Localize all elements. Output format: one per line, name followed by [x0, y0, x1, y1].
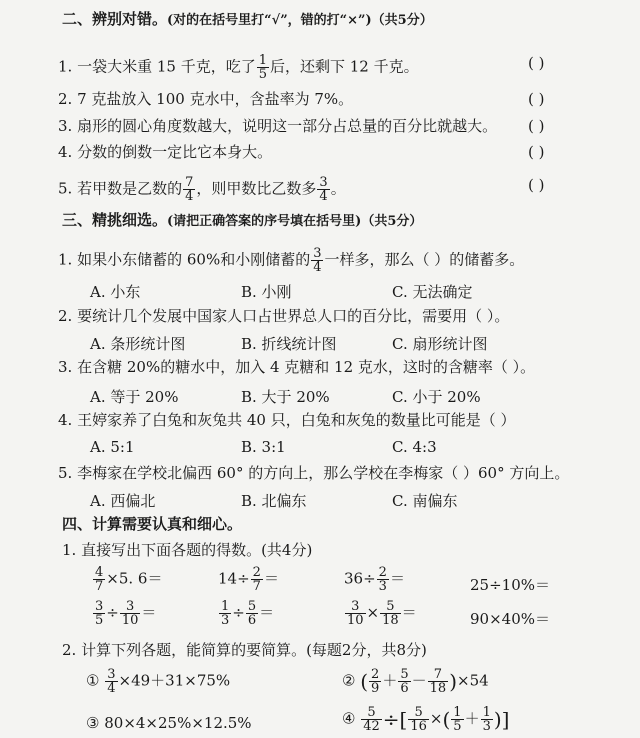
numerator: 5 [386, 599, 395, 614]
circled-number: ③ [86, 714, 100, 732]
denominator: 6 [247, 613, 257, 628]
denominator: 10 [121, 613, 139, 628]
expression: ×49＋31×75% [118, 671, 231, 690]
mental-calc-4: 25÷10%＝ [470, 576, 550, 594]
numerator: 1 [482, 705, 491, 720]
item-text: 扇形的圆心角度数越大，说明这一部分占总量的百分比就越大。 [77, 117, 498, 135]
numerator: 3 [319, 175, 328, 190]
option-c[interactable]: C. 扇形统计图 [392, 335, 488, 353]
denominator: 3 [378, 579, 387, 594]
denominator: 42 [363, 719, 380, 734]
option-a[interactable]: A. 小东 [90, 283, 141, 301]
fraction [361, 706, 382, 733]
item-text: ，则甲数比乙数多 [196, 179, 317, 198]
fraction [105, 668, 117, 695]
item-number: 1. [58, 250, 73, 269]
option-c[interactable]: C. 南偏东 [392, 492, 458, 510]
option-b[interactable]: B. 北偏东 [241, 492, 307, 510]
numerator: 3 [95, 599, 104, 614]
numerator: 1 [453, 705, 462, 720]
option-c[interactable]: C. 小于 20% [392, 388, 481, 406]
section-title-3 [62, 211, 422, 231]
paren-open: ( [442, 707, 451, 732]
option-a[interactable]: A. 条形统计图 [90, 335, 186, 353]
simplify-calc-1 [86, 668, 230, 695]
fraction [380, 600, 401, 627]
paren-close: )] [493, 707, 510, 732]
answer-paren-1[interactable]: ( ) [528, 54, 545, 72]
expression: 80×4×25%×12.5% [104, 714, 252, 732]
answer-paren-4[interactable]: ( ) [528, 143, 545, 161]
calc-question-2: 2. 计算下列各题，能简算的要简算。(每题2分，共8分) [62, 641, 427, 659]
item-text: 。 [330, 179, 346, 198]
option-b[interactable]: B. 3:1 [241, 438, 286, 456]
numerator: 1 [221, 599, 230, 614]
numerator: 4 [95, 565, 104, 580]
option-b[interactable]: B. 小刚 [241, 283, 292, 301]
operator: ＝ [263, 569, 279, 588]
denominator: 7 [252, 579, 261, 594]
operator: － [411, 671, 427, 690]
operand: 14÷ [218, 569, 250, 588]
circled-number: ④ [342, 709, 356, 728]
simplify-calc-2 [342, 668, 489, 695]
choice-item-3 [58, 358, 535, 376]
calc-question-1: 1. 直接写出下面各题的得数。(共4分) [62, 541, 313, 559]
item-text: 一样多，那么（ ）的储蓄多。 [324, 250, 525, 269]
operand: 36÷ [344, 569, 376, 588]
denominator: 3 [482, 719, 491, 734]
item-text: 若甲数是乙数的 [77, 179, 183, 198]
operator: ÷ [106, 603, 119, 622]
denominator: 5 [258, 67, 267, 82]
choice-item-2 [58, 307, 509, 325]
section-3-heading: 三、精挑细选。 [62, 211, 168, 229]
mental-calc-3 [344, 566, 405, 593]
fraction [251, 566, 263, 593]
answer-paren-5[interactable]: ( ) [528, 176, 545, 194]
circled-number: ② [342, 671, 356, 690]
denominator: 4 [185, 189, 194, 204]
item-text: 要统计几个发展中国家人口占世界总人口的百分比，需要用（ ）。 [77, 307, 510, 325]
operator: ＋ [464, 709, 480, 728]
operator: × [366, 603, 380, 622]
numerator: 3 [125, 599, 135, 614]
section-title-2 [62, 10, 433, 30]
choice-item-4 [58, 411, 516, 429]
fraction [451, 706, 463, 733]
mental-calc-5 [92, 600, 156, 627]
item-text: 7 克盐放入 100 克水中，含盐率为 7%。 [77, 90, 354, 108]
section-3-note: (请把正确答案的序号填在括号里)（共5分） [167, 214, 423, 229]
fraction [93, 600, 105, 627]
denominator: 5 [453, 719, 462, 734]
simplify-calc-3 [86, 714, 252, 732]
operator: ＝ [141, 603, 157, 622]
answer-paren-3[interactable]: ( ) [528, 117, 545, 135]
numerator: 1 [258, 53, 267, 68]
item-text: 分数的倒数一定比它本身大。 [77, 143, 273, 161]
fraction [120, 600, 141, 627]
fraction [408, 706, 429, 733]
item-number: 3. [58, 117, 73, 135]
fraction [219, 600, 231, 627]
numerator: 2 [378, 565, 387, 580]
denominator: 10 [347, 613, 364, 628]
fraction [398, 668, 410, 695]
mental-calc-6 [218, 600, 274, 627]
numerator: 5 [367, 705, 376, 720]
fraction [377, 566, 389, 593]
section-2-note: (对的在括号里打“√”，错的打“×”)（共5分） [167, 13, 433, 28]
section-title-4: 四、计算需要认真和细心。 [62, 515, 243, 533]
circled-number: ① [86, 671, 100, 690]
judge-item-2 [58, 90, 353, 108]
option-a[interactable]: A. 5:1 [90, 438, 135, 456]
numerator: 5 [414, 705, 423, 720]
item-text: 一袋大米重 15 千克，吃了 [77, 57, 256, 76]
operator: ÷ [232, 603, 245, 622]
operator: × [429, 709, 443, 728]
operator: ＝ [401, 603, 417, 622]
numerator: 2 [252, 565, 261, 580]
fraction [93, 566, 105, 593]
item-number: 5. [58, 464, 73, 482]
item-number: 4. [58, 143, 73, 161]
choice-item-1 [58, 247, 524, 274]
simplify-calc-4 [342, 706, 509, 733]
denominator: 18 [429, 681, 447, 696]
denominator: 4 [107, 681, 116, 696]
numerator: 3 [313, 246, 322, 261]
option-b[interactable]: B. 大于 20% [241, 388, 330, 406]
option-c[interactable]: C. 无法确定 [392, 283, 473, 301]
fraction [183, 176, 195, 203]
option-a[interactable]: A. 等于 20% [90, 388, 179, 406]
item-text: 后，还剩下 12 千克。 [270, 57, 419, 76]
numerator: 7 [433, 667, 443, 682]
judge-item-4 [58, 143, 272, 161]
judge-item-5 [58, 176, 346, 203]
denominator: 7 [95, 579, 104, 594]
numerator: 5 [400, 667, 409, 682]
mental-calc-1 [92, 566, 162, 593]
denominator: 4 [313, 260, 322, 275]
numerator: 3 [351, 599, 360, 614]
operator: ＝ [259, 603, 275, 622]
item-number: 3. [58, 358, 73, 376]
item-text: 王婷家养了白兔和灰兔共 40 只，白兔和灰兔的数量比可能是（ ） [77, 411, 516, 429]
fraction [481, 706, 493, 733]
mental-calc-8: 90×40%＝ [470, 610, 550, 628]
operator: ＝ [389, 569, 405, 588]
denominator: 4 [319, 189, 328, 204]
item-number: 5. [58, 179, 73, 198]
fraction [345, 600, 366, 627]
paren-open: ( [360, 669, 369, 694]
denominator: 5 [95, 613, 104, 628]
item-text: 李梅家在学校北偏西 60° 的方向上，那么学校在李梅家（ ）60° 方向上。 [77, 464, 570, 482]
judge-item-3 [58, 117, 497, 135]
expression: ×54 [457, 671, 489, 690]
mental-calc-7 [344, 600, 417, 627]
choice-item-5 [58, 464, 569, 482]
option-b[interactable]: B. 折线统计图 [241, 335, 337, 353]
denominator: 9 [371, 681, 380, 696]
item-number: 2. [58, 307, 73, 325]
denominator: 3 [221, 613, 230, 628]
judge-item-1 [58, 54, 419, 81]
operator: ×5. 6＝ [106, 569, 163, 588]
answer-paren-2[interactable]: ( ) [528, 90, 545, 108]
denominator: 18 [382, 613, 399, 628]
denominator: 16 [410, 719, 427, 734]
mental-calc-2 [218, 566, 279, 593]
option-c[interactable]: C. 4:3 [392, 438, 437, 456]
paren-close: ) [449, 669, 457, 694]
item-text: 如果小东储蓄的 60%和小刚储蓄的 [77, 250, 311, 269]
numerator: 3 [107, 667, 116, 682]
numerator: 5 [247, 599, 257, 614]
section-2-heading: 二、辨别对错。 [62, 10, 168, 28]
numerator: 2 [371, 667, 380, 682]
numerator: 7 [185, 175, 194, 190]
operator: ＋ [382, 671, 398, 690]
fraction [317, 176, 329, 203]
option-a[interactable]: A. 西偏北 [90, 492, 156, 510]
item-number: 1. [58, 57, 73, 76]
fraction [369, 668, 381, 695]
denominator: 6 [400, 681, 409, 696]
fraction [311, 247, 323, 274]
item-text: 在含糖 20%的糖水中，加入 4 克糖和 12 克水，这时的含糖率（ ）。 [77, 358, 536, 376]
item-number: 4. [58, 411, 73, 429]
fraction [428, 668, 449, 695]
operator: ÷[ [382, 707, 408, 732]
item-number: 2. [58, 90, 73, 108]
fraction [246, 600, 258, 627]
fraction [257, 54, 269, 81]
